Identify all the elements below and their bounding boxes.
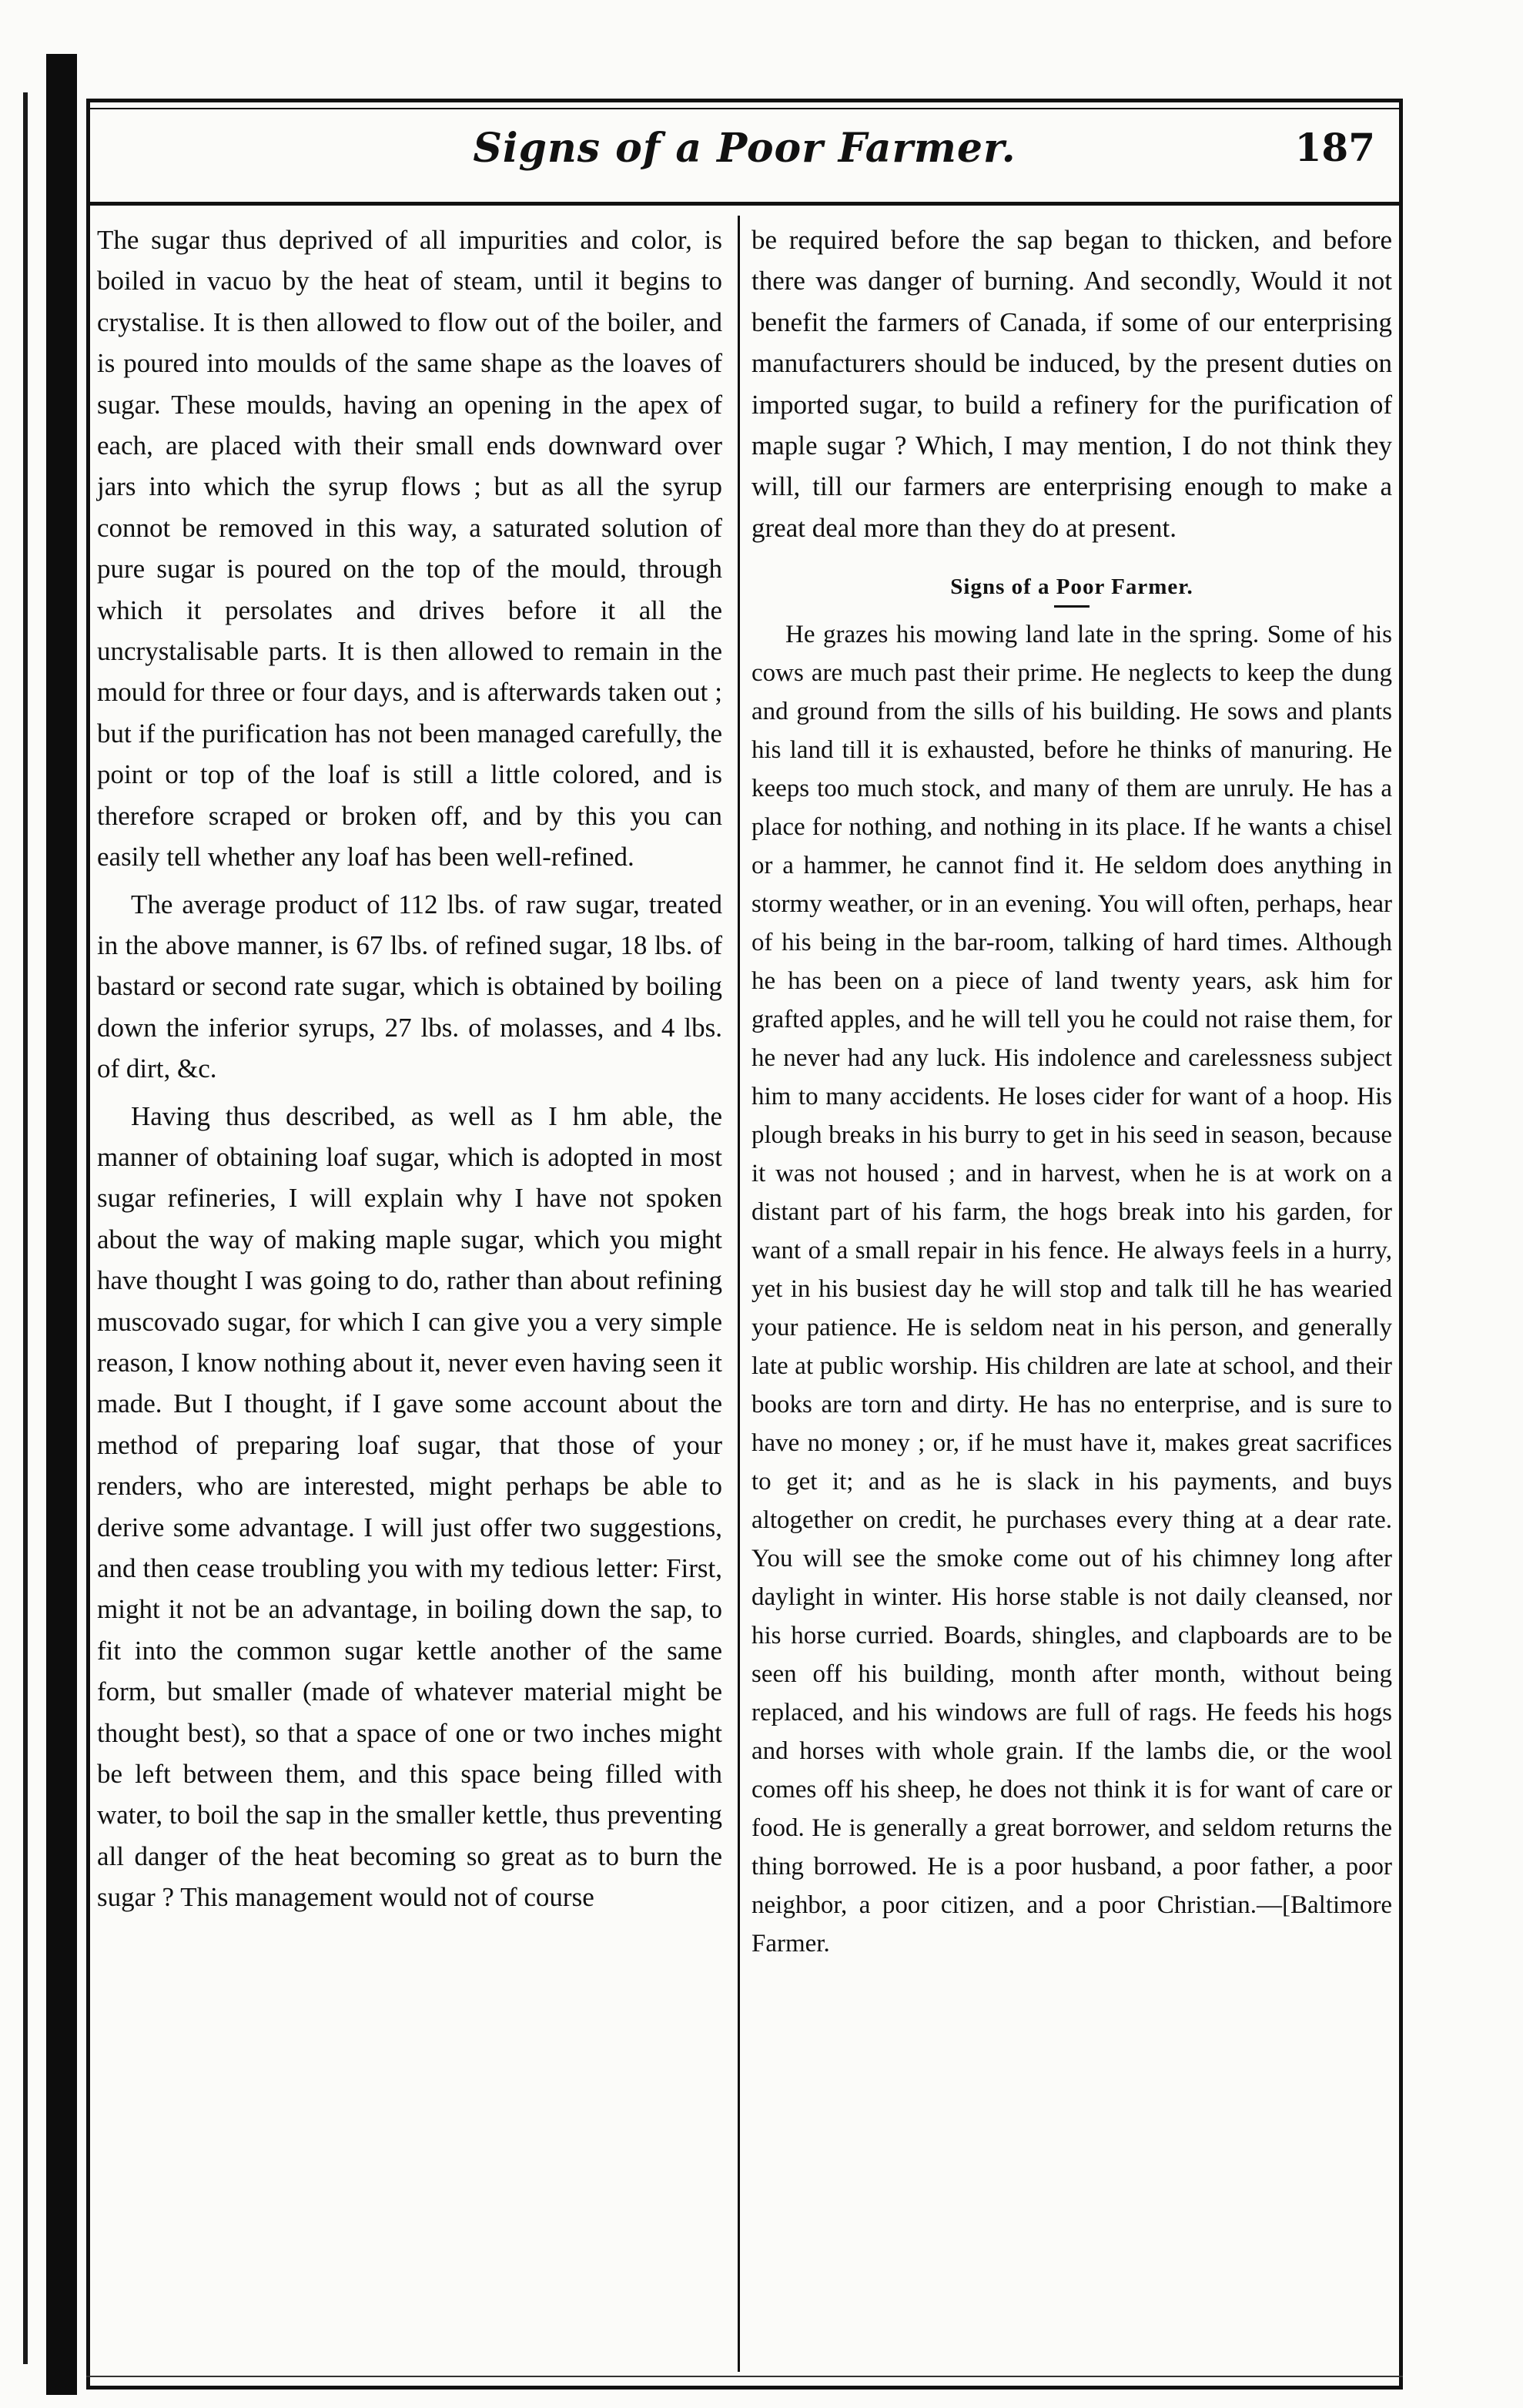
right-column [751,219,1392,1969]
column-divider [738,216,740,2372]
right-continuation-paragraph: be required before the sap began to thicken, and before there was danger of burning. And secondly, Would it not benefit the farmers of Canada, if some of our enterprising manufacturers should be induced, by the present duties on imported sugar, to build a refinery for the purification of maple sugar ? Which, I may mention, I do not think they will, till our farmers are enterprising enough to make a great deal more than they do at present. [751,225,1392,543]
left-paragraph-3: Having thus described, as well as I hm able, the manner of obtaining loaf sugar, which is adopted in most sugar refineries, I will explain why I have not spoken about the way of making maple sugar, which you might have thought I was going to do, rather than about refining muscovado sugar, for which I can give you a very simple reason, I know nothing about it, never even having seen it made. But I thought, if I gave some account about the method of preparing loaf sugar, that those of your renders, who are interested, might perhaps be able to derive some advantage. I will just offer two suggestions, and then cease troubling you with my tedious letter: First, might it not be an advantage, in boiling down the sap, to fit into the common sugar kettle another of the same form, but smaller (made of whatever material might be thought best), so that a space of one or two inches might be left between them, and this space being filled with water, to boil the sap in the smaller kettle, thus preventing all danger of the heat becoming so great as to burn the sugar ? This management would not of course [97,1100,722,1913]
left-paragraph-1: The sugar thus deprived of all impurities and color, is boiled in vacuo by the heat of steam, until it begins to crystalise. It is then allowed to flow out of the boiler, and is poured into moulds of the same shape as the loaves of sugar. These moulds, having an opening in the apex of each, are placed with their small ends downward over jars into which the syrup flows ; but as all the syrup connot be removed in this way, a saturated solution of pure sugar is poured on the top of the mould, through which it persolates and drives before it all the uncrystalisable parts. It is then allowed to remain in the mould for three or four days, and is afterwards taken out ; but if the purification has not been managed carefully, the point or top of the loaf is still a little colored, and is therefore scraped or broken off, and by this you can easily tell whether any loaf has been well-refined. [97,225,722,872]
left-paragraph-2: The average product of 112 lbs. of raw sugar, treated in the above manner, is 67 lbs. of refined sugar, 18 lbs. of bastard or second rate sugar, which is obtained by boiling down the inferior syrups, 27 lbs. of molasses, and 4 lbs. of dirt, &c. [97,889,722,1084]
page-number: 187 [1294,125,1375,170]
page-header [86,116,1403,193]
bottom-rule [86,2376,1403,2377]
article-body: He grazes his mowing land late in the spring. Some of his cows are much past their prime. He neglects to keep the dung and ground from the sills of his building. He sows and plants his land till it is exhausted, before he thinks of manuring. He keeps too much stock, and many of them are unruly. He has a place for nothing, and nothing in its place. If he wants a chisel or a hammer, he cannot find it. He seldom does anything in stormy weather, or in an evening. You will often, perhaps, hear of his being in the bar-room, talking of hard times. Although he has been on a piece of land twenty years, ask him for grafted apples, and he will tell you he could not raise them, for he never had any luck. His indolence and carelessness subject him to many accidents. He loses cider for want of a hoop. His plough breaks in his burry to get in his seed in season, because it was not housed ; and in harvest, when he is at work on a distant part of his farm, the hogs break into his garden, for want of a small repair in his fence. He always feels in a hurry, yet in his busiest day he will stop and talk till he has wearied your patience. He is seldom neat in his person, and generally late at public worship. His children are late at school, and their books are torn and dirty. He has no enterprise, and is sure to have no money ; or, if he must have it, makes great sacrifices to get it; and as he is slack in his payments, and buys altogether on credit, he purchases every thing at a dear rate. You will see the smoke come out of his chimney long after daylight in winter. His horse stable is not daily cleansed, nor his horse curried. Boards, shingles, and clapboards are to be seen off his building, month after month, without being replaced, and his windows are full of rags. He feeds his hogs and horses with whole grain. If the lambs die, or the wool comes off his sheep, he does not think it is for want of care or food. He is generally a great borrower, and seldom returns the thing borrowed. He is a poor husband, a poor father, a poor neighbor, a poor citizen, and a poor Christian.—[Baltimore Farmer. [751,621,1392,1958]
running-title: Signs of a Poor Farmer. [473,125,1016,172]
header-rule [86,202,1403,206]
section-heading-dash [1054,605,1090,608]
page-binding-line [23,92,28,2364]
section-heading: Signs of a Poor Farmer. [950,574,1193,600]
frame-top-rule [86,108,1403,109]
left-column [97,219,722,1924]
page-binding-edge [46,54,77,2395]
